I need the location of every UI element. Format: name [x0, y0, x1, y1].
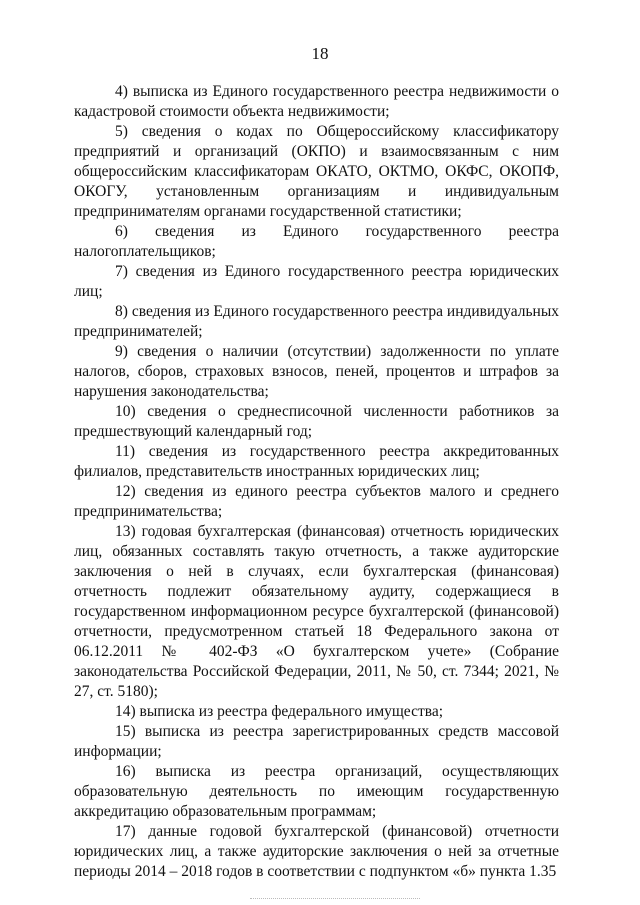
list-item: 7) сведения из Единого государственного реестра юридических лиц; — [74, 263, 559, 300]
list-item: 14) выписка из реестра федерального имущества; — [115, 703, 444, 720]
scan-edge-divider — [250, 898, 420, 900]
list-item: 13) годовая бухгалтерская (финансовая) отчетность юридических лиц, обязанных составлять такую отчетность, а также аудиторские заключения о ней в случаях, если бухгалтерская (финансовая) отчетность подлежит обязательному аудиту, содержащиеся в государственном информационном ресурсе бухгалтерской (финансовой) отчетности, предусмотренном статьей 18 Федерального закона от 06.12.2011 № 402-ФЗ «О бухгалтерском учете» (Собрание законодательства Российской Федерации, 2011, № 50, ст. 7344; 2021, № 27, ст. 5180); — [74, 523, 559, 700]
list-item: 10) сведения о среднесписочной численности работников за предшествующий календарный год; — [74, 403, 559, 440]
list-item: 12) сведения из единого реестра субъектов малого и среднего предпринимательства; — [74, 483, 559, 520]
list-item: 8) сведения из Единого государственного реестра индивидуальных предпринимателей; — [74, 303, 559, 340]
list-item: 9) сведения о наличии (отсутствии) задолженности по уплате налогов, сборов, страховых взносов, пеней, процентов и штрафов за нарушения законодательства; — [74, 343, 559, 400]
list-item: 17) данные годовой бухгалтерской (финансовой) отчетности юридических лиц, а также аудиторские заключения о ней за отчетные периоды 2014 – 2018 годов в соответствии с подпунктом «б» пункта 1.35 — [74, 823, 559, 880]
page-number: 18 — [311, 44, 329, 63]
list-item: 6) сведения из Единого государственного реестра налогоплательщиков; — [74, 223, 559, 260]
list-item: 11) сведения из государственного реестра аккредитованных филиалов, представительств иностранных юридических лиц; — [74, 443, 559, 480]
list-item: 15) выписка из реестра зарегистрированных средств массовой информации; — [74, 723, 559, 760]
document-body — [74, 82, 559, 882]
list-item: 16) выписка из реестра организаций, осуществляющих образовательную деятельность по имеющим государственную аккредитацию образовательным программам; — [74, 763, 559, 820]
list-item: 4) выписка из Единого государственного реестра недвижимости о кадастровой стоимости объекта недвижимости; — [74, 83, 559, 120]
list-item: 5) сведения о кодах по Общероссийскому классификатору предприятий и организаций (ОКПО) и взаимосвязанным с ним общероссийским классификаторам ОКАТО, ОКТМО, ОКФС, ОКОПФ, ОКОГУ, установленным организациям и индивидуальным предпринимателям органами государственной статистики; — [74, 123, 559, 220]
